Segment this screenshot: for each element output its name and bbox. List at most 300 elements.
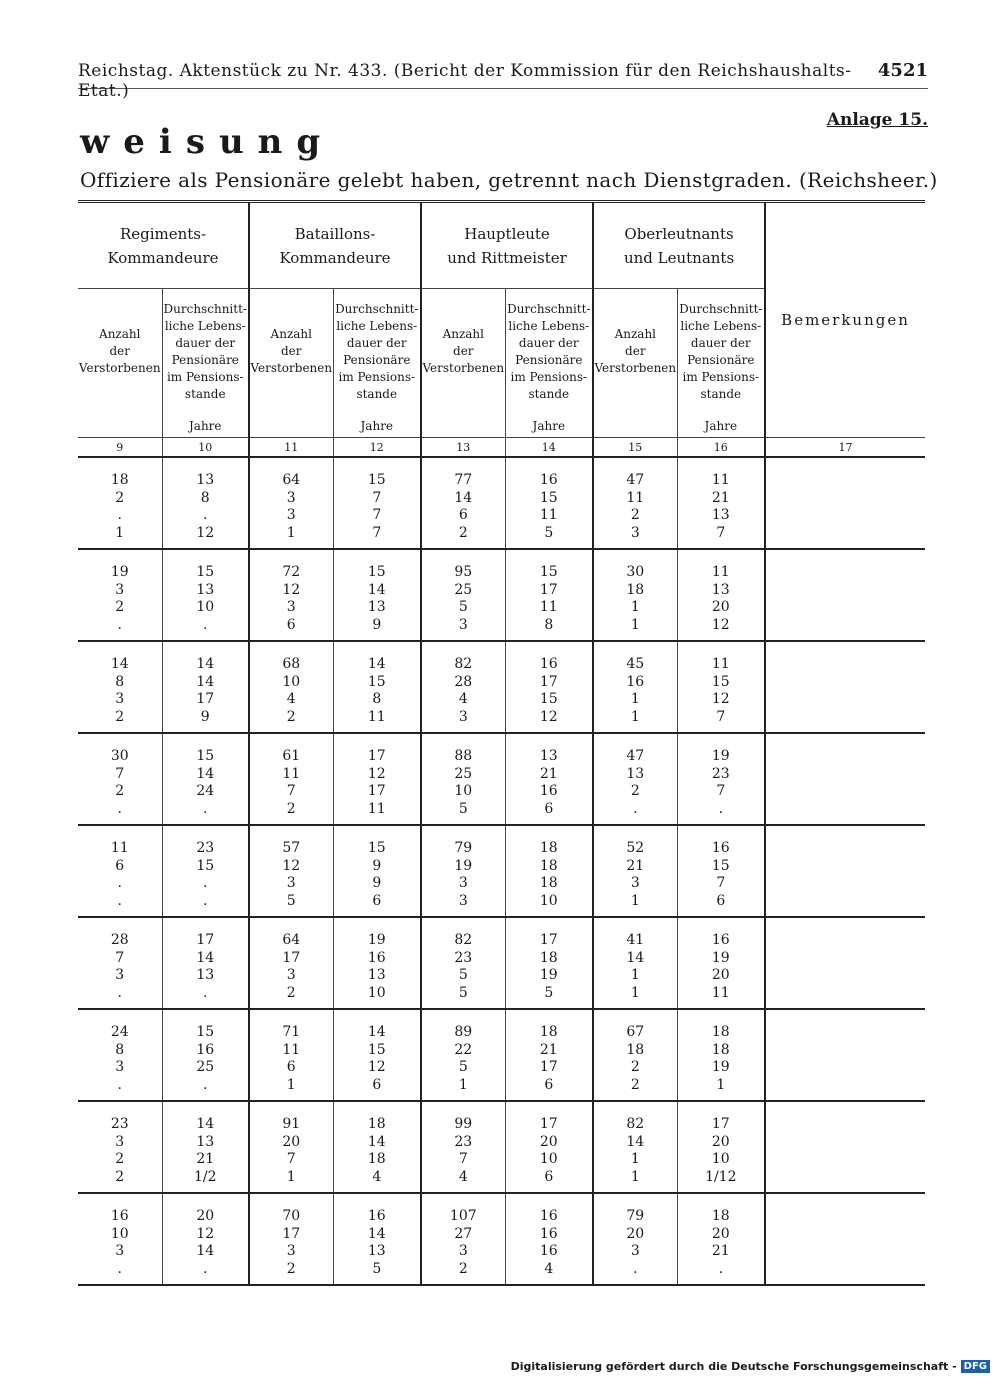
cell-value: 14: [196, 1116, 215, 1132]
statistics-table-wrap: [78, 200, 925, 1286]
cell-value: 77: [454, 472, 473, 488]
table-cell: [505, 733, 593, 825]
cell-value: 2: [630, 507, 640, 523]
table-cell: [677, 1009, 765, 1101]
cell-value: 15: [711, 673, 730, 690]
cell-value: 2: [458, 1260, 468, 1277]
cell-value: 14: [196, 656, 215, 672]
cell-value: 6: [716, 892, 726, 909]
cell-value: 2: [115, 599, 125, 615]
group-header-3: Hauptleute und Rittmeister: [421, 202, 593, 289]
table-row: [78, 825, 925, 917]
cell-value: 20: [539, 1133, 558, 1150]
cell-value: 89: [454, 1024, 473, 1040]
table-cell: [162, 641, 249, 733]
cell-value: 11: [711, 984, 730, 1001]
cell-value: 1: [286, 1168, 296, 1185]
cell-value: 47: [626, 748, 645, 764]
cell-value: .: [718, 800, 724, 817]
cell-value: 23: [196, 840, 215, 856]
cell-value: 20: [711, 1225, 730, 1242]
table-cell: [249, 733, 333, 825]
cell-value: 1: [630, 892, 640, 909]
cell-value: 67: [626, 1024, 645, 1040]
cell-value: 14: [454, 489, 473, 506]
cell-value: 12: [539, 708, 558, 725]
dfg-logo: DFG: [961, 1360, 990, 1373]
count-subheader: [421, 289, 505, 438]
cell-value: 23: [454, 1133, 473, 1150]
cell-value: 64: [282, 932, 301, 948]
cell-value: .: [117, 875, 122, 891]
duration-subheader-label: Durchschnitt- liche Lebens- dauer der Pensionäre im Pensions- stande: [163, 301, 247, 401]
duration-subheader-label: Durchschnitt- liche Lebens- dauer der Pensionäre im Pensions- stande: [335, 301, 419, 401]
cell-value: 11: [367, 800, 386, 817]
cell-value: 3: [286, 967, 296, 983]
cell-value: 10: [367, 984, 386, 1001]
cell-value: 17: [539, 932, 558, 948]
table-cell: [333, 733, 421, 825]
cell-value: 72: [282, 564, 301, 580]
cell-value: 6: [372, 892, 382, 909]
cell-value: 23: [711, 765, 730, 782]
cell-value: 10: [539, 892, 558, 909]
cell-value: 17: [711, 1116, 730, 1132]
cell-value: 15: [539, 564, 558, 580]
cell-value: 18: [539, 840, 558, 856]
table-cell: [249, 917, 333, 1009]
cell-value: 6: [544, 800, 554, 817]
cell-value: 22: [454, 1041, 473, 1058]
cell-value: 12: [196, 1225, 215, 1242]
cell-value: 13: [711, 507, 730, 523]
cell-value: 10: [282, 673, 301, 690]
cell-value: 2: [115, 1168, 125, 1185]
cell-value: 13: [539, 748, 558, 764]
cell-value: 4: [458, 691, 468, 707]
cell-value: 20: [711, 967, 730, 983]
cell-value: 6: [286, 616, 296, 633]
column-number: 14: [505, 438, 593, 458]
cell-value: 61: [282, 748, 301, 764]
duration-subheader: [505, 289, 593, 438]
column-number: 13: [421, 438, 505, 458]
cell-value: 9: [372, 616, 382, 633]
cell-value: 18: [539, 949, 558, 966]
table-cell: [249, 549, 333, 641]
cell-value: 2: [286, 800, 296, 817]
table-cell: [677, 1101, 765, 1193]
cell-value: 20: [711, 599, 730, 615]
cell-value: 11: [711, 564, 730, 580]
remarks-cell: [765, 641, 925, 733]
unit-label: Jahre: [188, 419, 222, 433]
cell-value: 12: [367, 1059, 386, 1075]
table-cell: [677, 549, 765, 641]
table-cell: [593, 641, 677, 733]
cell-value: 11: [711, 472, 730, 488]
cell-value: 24: [196, 783, 215, 799]
cell-value: 14: [626, 1133, 645, 1150]
cell-value: 18: [110, 472, 129, 488]
duration-subheader: [333, 289, 421, 438]
cell-value: 3: [458, 892, 468, 909]
cell-value: 3: [286, 599, 296, 615]
cell-value: 15: [367, 472, 386, 488]
cell-value: 3: [458, 708, 468, 725]
cell-value: 15: [711, 857, 730, 874]
cell-value: 45: [626, 656, 645, 672]
cell-value: 1: [115, 524, 125, 541]
cell-value: 12: [196, 524, 215, 541]
cell-value: 3: [115, 967, 125, 983]
cell-value: 14: [110, 656, 129, 672]
table-cell: [505, 549, 593, 641]
table-cell: [505, 641, 593, 733]
column-number: 16: [677, 438, 765, 458]
table-cell: [249, 825, 333, 917]
cell-value: 18: [367, 1151, 386, 1167]
cell-value: 7: [716, 524, 726, 541]
cell-value: 11: [282, 765, 301, 782]
column-number-row: [78, 438, 925, 458]
cell-value: 16: [539, 1225, 558, 1242]
table-cell: [249, 641, 333, 733]
cell-value: .: [203, 892, 208, 909]
table-cell: [677, 917, 765, 1009]
table-row: [78, 733, 925, 825]
count-subheader-label: Anzahl der Verstorbenen: [250, 327, 333, 375]
cell-value: 6: [458, 507, 468, 523]
cell-value: 18: [367, 1116, 386, 1132]
table-row: [78, 1193, 925, 1285]
cell-value: 19: [711, 949, 730, 966]
cell-value: 11: [367, 708, 386, 725]
table-cell: [249, 1009, 333, 1101]
cell-value: 3: [286, 489, 296, 506]
cell-value: 16: [711, 932, 730, 948]
cell-value: 15: [367, 673, 386, 690]
cell-value: 4: [458, 1168, 468, 1185]
cell-value: 12: [711, 691, 730, 707]
statistics-table: [78, 200, 925, 1286]
footer-credit: [511, 1360, 990, 1373]
cell-value: 2: [630, 1076, 640, 1093]
cell-value: 95: [454, 564, 473, 580]
cell-value: 91: [282, 1116, 301, 1132]
table-cell: [421, 1101, 505, 1193]
cell-value: 14: [367, 1133, 386, 1150]
cell-value: 24: [110, 1024, 129, 1040]
table-cell: [78, 641, 162, 733]
cell-value: 1: [716, 1076, 726, 1093]
count-subheader: [249, 289, 333, 438]
group-header-4: Oberleutnants und Leutnants: [593, 202, 765, 289]
cell-value: 1: [630, 967, 640, 983]
count-subheader: [593, 289, 677, 438]
cell-value: 2: [286, 708, 296, 725]
cell-value: 7: [372, 524, 382, 541]
cell-value: 12: [282, 581, 301, 598]
count-subheader: [78, 289, 162, 438]
cell-value: 18: [711, 1041, 730, 1058]
table-cell: [162, 917, 249, 1009]
cell-value: .: [718, 1260, 724, 1277]
table-cell: [677, 641, 765, 733]
cell-value: 6: [544, 1168, 554, 1185]
remarks-cell: [765, 825, 925, 917]
table-cell: [593, 825, 677, 917]
cell-value: 79: [626, 1208, 645, 1224]
table-cell: [78, 1101, 162, 1193]
cell-value: 11: [711, 656, 730, 672]
cell-value: 10: [711, 1151, 730, 1167]
cell-value: 16: [367, 949, 386, 966]
cell-value: 7: [115, 949, 125, 966]
column-number: 12: [333, 438, 421, 458]
cell-value: 13: [196, 472, 215, 488]
table-cell: [333, 457, 421, 549]
cell-value: 1: [630, 984, 640, 1001]
cell-value: .: [117, 984, 122, 1001]
cell-value: 15: [367, 1041, 386, 1058]
cell-value: 10: [110, 1225, 129, 1242]
cell-value: 16: [110, 1208, 129, 1224]
cell-value: 8: [372, 691, 382, 707]
cell-value: 18: [539, 875, 558, 891]
table-cell: [505, 1101, 593, 1193]
cell-value: 30: [110, 748, 129, 764]
cell-value: 5: [458, 967, 468, 983]
unit-label: Jahre: [704, 419, 738, 433]
table-cell: [78, 917, 162, 1009]
duration-subheader-label: Durchschnitt- liche Lebens- dauer der Pensionäre im Pensions- stande: [679, 301, 763, 401]
table-cell: [162, 1009, 249, 1101]
table-cell: [421, 825, 505, 917]
cell-value: 25: [454, 581, 473, 598]
cell-value: 16: [539, 472, 558, 488]
group-header-row: [78, 202, 925, 289]
table-cell: [78, 733, 162, 825]
cell-value: 19: [711, 1059, 730, 1075]
cell-value: 2: [115, 783, 125, 799]
cell-value: 17: [539, 1059, 558, 1075]
table-cell: [249, 457, 333, 549]
cell-value: 3: [115, 1243, 125, 1259]
cell-value: 17: [196, 932, 215, 948]
table-cell: [78, 549, 162, 641]
cell-value: 1: [630, 1168, 640, 1185]
cell-value: 7: [286, 1151, 296, 1167]
table-cell: [421, 549, 505, 641]
cell-value: 3: [630, 1243, 640, 1259]
cell-value: 5: [458, 984, 468, 1001]
cell-value: 88: [454, 748, 473, 764]
cell-value: .: [203, 1260, 208, 1277]
cell-value: 5: [458, 800, 468, 817]
cell-value: 41: [626, 932, 645, 948]
cell-value: 10: [196, 599, 215, 615]
cell-value: 16: [539, 783, 558, 799]
cell-value: 5: [458, 599, 468, 615]
cell-value: 21: [539, 1041, 558, 1058]
table-cell: [677, 825, 765, 917]
cell-value: 7: [716, 708, 726, 725]
cell-value: 71: [282, 1024, 301, 1040]
cell-value: 15: [196, 857, 215, 874]
cell-value: 20: [711, 1133, 730, 1150]
cell-value: 2: [286, 984, 296, 1001]
cell-value: 16: [539, 1208, 558, 1224]
cell-value: 18: [626, 1041, 645, 1058]
cell-value: 28: [454, 673, 473, 690]
cell-value: 3: [115, 581, 125, 598]
table-row: [78, 1101, 925, 1193]
cell-value: 18: [539, 857, 558, 874]
group-header-2: Bataillons- Kommandeure: [249, 202, 421, 289]
cell-value: 17: [539, 673, 558, 690]
cell-value: 16: [196, 1041, 215, 1058]
table-cell: [421, 733, 505, 825]
remarks-cell: [765, 1009, 925, 1101]
cell-value: 1: [630, 708, 640, 725]
cell-value: 19: [367, 932, 386, 948]
remarks-cell: [765, 457, 925, 549]
table-cell: [333, 917, 421, 1009]
table-cell: [593, 917, 677, 1009]
cell-value: 7: [372, 489, 382, 506]
cell-value: 20: [282, 1133, 301, 1150]
cell-value: 14: [196, 1243, 215, 1259]
cell-value: .: [117, 1076, 122, 1093]
cell-value: 10: [454, 783, 473, 799]
cell-value: 1: [458, 1076, 468, 1093]
cell-value: 9: [200, 708, 210, 725]
cell-value: 3: [458, 616, 468, 633]
count-subheader-label: Anzahl der Verstorbenen: [78, 327, 161, 375]
cell-value: 19: [454, 857, 473, 874]
cell-value: .: [203, 875, 208, 891]
remarks-cell: [765, 917, 925, 1009]
cell-value: 11: [626, 489, 645, 506]
group-header-1: Regiments- Kommandeure: [78, 202, 249, 289]
remarks-cell: [765, 733, 925, 825]
cell-value: 8: [200, 489, 210, 506]
remarks-cell: [765, 1193, 925, 1285]
column-number: 11: [249, 438, 333, 458]
column-number: 15: [593, 438, 677, 458]
cell-value: 21: [626, 857, 645, 874]
cell-value: 21: [711, 489, 730, 506]
table-cell: [162, 1193, 249, 1285]
cell-value: 7: [458, 1151, 468, 1167]
cell-value: 15: [367, 564, 386, 580]
cell-value: 25: [196, 1059, 215, 1075]
cell-value: .: [117, 1260, 122, 1277]
cell-value: 1: [286, 1076, 296, 1093]
cell-value: 16: [367, 1208, 386, 1224]
cell-value: 1: [286, 524, 296, 541]
table-cell: [505, 1193, 593, 1285]
cell-value: 13: [626, 765, 645, 782]
table-row: [78, 457, 925, 549]
duration-subheader: [162, 289, 249, 438]
cell-value: 23: [454, 949, 473, 966]
cell-value: .: [203, 616, 208, 633]
cell-value: 7: [286, 783, 296, 799]
cell-value: 28: [110, 932, 129, 948]
cell-value: 2: [630, 783, 640, 799]
cell-value: 15: [539, 489, 558, 506]
cell-value: 7: [115, 765, 125, 782]
cell-value: 3: [630, 875, 640, 891]
cell-value: 2: [458, 524, 468, 541]
cell-value: 27: [454, 1225, 473, 1242]
cell-value: 7: [372, 507, 382, 523]
cell-value: 15: [539, 691, 558, 707]
table-cell: [333, 1009, 421, 1101]
cell-value: 68: [282, 656, 301, 672]
table-cell: [593, 1009, 677, 1101]
cell-value: 14: [367, 656, 386, 672]
cell-value: 5: [544, 524, 554, 541]
cell-value: 12: [367, 765, 386, 782]
cell-value: 6: [372, 1076, 382, 1093]
cell-value: .: [633, 800, 638, 817]
cell-value: 18: [711, 1208, 730, 1224]
cell-value: 16: [626, 673, 645, 690]
cell-value: 3: [286, 875, 296, 891]
cell-value: 5: [286, 892, 296, 909]
cell-value: 19: [539, 967, 558, 983]
cell-value: 18: [711, 1024, 730, 1040]
cell-value: 1: [630, 599, 640, 615]
cell-value: 2: [286, 1260, 296, 1277]
cell-value: 3: [458, 875, 468, 891]
table-cell: [162, 457, 249, 549]
cell-value: .: [117, 892, 122, 909]
table-cell: [162, 825, 249, 917]
table-cell: [78, 1193, 162, 1285]
unit-label: Jahre: [360, 419, 394, 433]
cell-value: 8: [115, 673, 125, 690]
cell-value: 17: [196, 691, 215, 707]
cell-value: 17: [282, 1225, 301, 1242]
cell-value: 10: [539, 1151, 558, 1167]
cell-value: 3: [630, 524, 640, 541]
remarks-cell: [765, 1101, 925, 1193]
cell-value: 19: [711, 748, 730, 764]
cell-value: 13: [367, 967, 386, 983]
table-cell: [333, 641, 421, 733]
table-cell: [78, 1009, 162, 1101]
table-cell: [333, 549, 421, 641]
table-body: [78, 457, 925, 1285]
cell-value: 2: [115, 1151, 125, 1167]
cell-value: 15: [196, 564, 215, 580]
table-cell: [333, 1101, 421, 1193]
cell-value: 4: [544, 1260, 554, 1277]
cell-value: 1: [630, 1151, 640, 1167]
table-cell: [593, 1101, 677, 1193]
cell-value: 15: [196, 1024, 215, 1040]
cell-value: 14: [196, 673, 215, 690]
count-subheader-label: Anzahl der Verstorbenen: [422, 327, 505, 375]
cell-value: 47: [626, 472, 645, 488]
table-cell: [421, 457, 505, 549]
table-cell: [78, 825, 162, 917]
cell-value: 20: [626, 1225, 645, 1242]
